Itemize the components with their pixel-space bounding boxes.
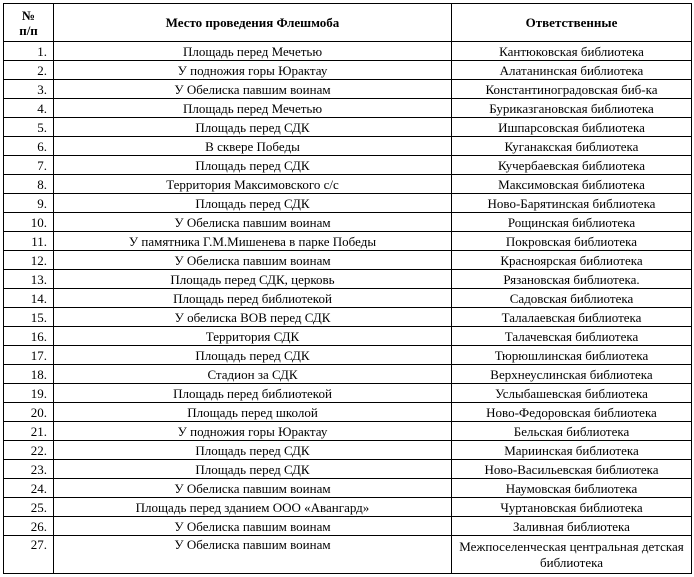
table-row bbox=[4, 137, 692, 156]
row-number-cell: 17. bbox=[4, 346, 54, 365]
row-number-cell: 15. bbox=[4, 308, 54, 327]
place-cell: Стадион за СДК bbox=[54, 365, 452, 384]
responsible-cell: Константиноградовская биб-ка bbox=[452, 80, 692, 99]
table-row bbox=[4, 213, 692, 232]
table-row bbox=[4, 175, 692, 194]
place-cell: Территория Максимовского с/с bbox=[54, 175, 452, 194]
row-number-cell: 12. bbox=[4, 251, 54, 270]
responsible-cell: Покровская библиотека bbox=[452, 232, 692, 251]
place-cell: Площадь перед СДК bbox=[54, 441, 452, 460]
responsible-cell: Ново-Федоровская библиотека bbox=[452, 403, 692, 422]
responsible-cell: Максимовская библиотека bbox=[452, 175, 692, 194]
responsible-cell: Ишпарсовская библиотека bbox=[452, 118, 692, 137]
responsible-cell: Кучербаевская библиотека bbox=[452, 156, 692, 175]
place-cell: Площадь перед СДК, церковь bbox=[54, 270, 452, 289]
place-cell: У обелиска ВОВ перед СДК bbox=[54, 308, 452, 327]
place-cell: Площадь перед СДК bbox=[54, 346, 452, 365]
responsible-cell: Ново-Барятинская библиотека bbox=[452, 194, 692, 213]
row-number-cell: 9. bbox=[4, 194, 54, 213]
place-cell: Площадь перед библиотекой bbox=[54, 384, 452, 403]
responsible-cell: Мариинская библиотека bbox=[452, 441, 692, 460]
responsible-cell: Садовская библиотека bbox=[452, 289, 692, 308]
place-cell: У памятника Г.М.Мишенева в парке Победы bbox=[54, 232, 452, 251]
row-number-cell: 3. bbox=[4, 80, 54, 99]
table-row bbox=[4, 441, 692, 460]
responsible-cell: Услыбашевская библиотека bbox=[452, 384, 692, 403]
row-number-cell: 10. bbox=[4, 213, 54, 232]
row-number-cell: 21. bbox=[4, 422, 54, 441]
place-cell: У подножия горы Юрактау bbox=[54, 422, 452, 441]
header-place: Место проведения Флешмоба bbox=[54, 4, 452, 42]
table-row bbox=[4, 479, 692, 498]
row-number-cell: 22. bbox=[4, 441, 54, 460]
row-number-cell: 1. bbox=[4, 42, 54, 61]
place-cell: Площадь перед зданием ООО «Авангард» bbox=[54, 498, 452, 517]
responsible-cell: Талачевская библиотека bbox=[452, 327, 692, 346]
responsible-cell: Красноярская библиотека bbox=[452, 251, 692, 270]
table-row bbox=[4, 384, 692, 403]
row-number-cell: 20. bbox=[4, 403, 54, 422]
place-cell: У Обелиска павшим воинам bbox=[54, 517, 452, 536]
responsible-cell: Верхнеуслинская библиотека bbox=[452, 365, 692, 384]
table-row bbox=[4, 194, 692, 213]
place-cell: Площадь перед СДК bbox=[54, 118, 452, 137]
row-number-cell: 26. bbox=[4, 517, 54, 536]
responsible-cell: Алатанинская библиотека bbox=[452, 61, 692, 80]
responsible-cell: Талалаевская библиотека bbox=[452, 308, 692, 327]
place-cell: Площадь перед библиотекой bbox=[54, 289, 452, 308]
responsible-cell: Межпоселенческая центральная детская библиотека bbox=[452, 536, 692, 574]
row-number-cell: 5. bbox=[4, 118, 54, 137]
row-number-cell: 6. bbox=[4, 137, 54, 156]
table-header-row bbox=[4, 4, 692, 42]
table-row bbox=[4, 498, 692, 517]
row-number-cell: 14. bbox=[4, 289, 54, 308]
responsible-cell: Рязановская библиотека. bbox=[452, 270, 692, 289]
row-number-cell: 2. bbox=[4, 61, 54, 80]
header-number-line1: № bbox=[21, 7, 36, 23]
place-cell: В сквере Победы bbox=[54, 137, 452, 156]
place-cell: Площадь перед СДК bbox=[54, 156, 452, 175]
table-row bbox=[4, 308, 692, 327]
table-row bbox=[4, 251, 692, 270]
table-row bbox=[4, 118, 692, 137]
table-row bbox=[4, 61, 692, 80]
table-row bbox=[4, 422, 692, 441]
place-cell: Площадь перед СДК bbox=[54, 460, 452, 479]
table-row bbox=[4, 156, 692, 175]
responsible-cell: Кантюковская библиотека bbox=[452, 42, 692, 61]
header-number bbox=[4, 4, 54, 42]
place-cell: Площадь перед Мечетью bbox=[54, 99, 452, 118]
row-number-cell: 7. bbox=[4, 156, 54, 175]
row-number-cell: 27. bbox=[4, 536, 54, 574]
place-cell: У Обелиска павшим воинам bbox=[54, 536, 452, 574]
place-cell: Площадь перед школой bbox=[54, 403, 452, 422]
table-row bbox=[4, 80, 692, 99]
row-number-cell: 24. bbox=[4, 479, 54, 498]
row-number-cell: 19. bbox=[4, 384, 54, 403]
responsible-cell: Тюрюшлинская библиотека bbox=[452, 346, 692, 365]
row-number-cell: 16. bbox=[4, 327, 54, 346]
row-number-cell: 13. bbox=[4, 270, 54, 289]
row-number-cell: 11. bbox=[4, 232, 54, 251]
table-row bbox=[4, 536, 692, 574]
table-row bbox=[4, 517, 692, 536]
table-row bbox=[4, 289, 692, 308]
table-row bbox=[4, 99, 692, 118]
place-cell: Территория СДК bbox=[54, 327, 452, 346]
responsible-cell: Чуртановская библиотека bbox=[452, 498, 692, 517]
responsible-cell: Ново-Васильевская библиотека bbox=[452, 460, 692, 479]
header-responsible: Ответственные bbox=[452, 4, 692, 42]
table-row bbox=[4, 270, 692, 289]
row-number-cell: 4. bbox=[4, 99, 54, 118]
table-row bbox=[4, 346, 692, 365]
place-cell: У подножия горы Юрактау bbox=[54, 61, 452, 80]
table-row bbox=[4, 365, 692, 384]
place-cell: Площадь перед СДК bbox=[54, 194, 452, 213]
table-body bbox=[4, 42, 692, 574]
table-row bbox=[4, 232, 692, 251]
row-number-cell: 25. bbox=[4, 498, 54, 517]
responsible-cell: Куганакская библиотека bbox=[452, 137, 692, 156]
row-number-cell: 18. bbox=[4, 365, 54, 384]
row-number-cell: 8. bbox=[4, 175, 54, 194]
responsible-cell: Заливная библиотека bbox=[452, 517, 692, 536]
responsible-cell: Буриказгановская библиотека bbox=[452, 99, 692, 118]
row-number-cell: 23. bbox=[4, 460, 54, 479]
place-cell: У Обелиска павшим воинам bbox=[54, 80, 452, 99]
table-row bbox=[4, 403, 692, 422]
header-number-line2: п/п bbox=[19, 22, 38, 38]
place-cell: У Обелиска павшим воинам bbox=[54, 251, 452, 270]
flashmob-locations-table bbox=[3, 3, 692, 574]
place-cell: У Обелиска павшим воинам bbox=[54, 479, 452, 498]
responsible-cell: Наумовская библиотека bbox=[452, 479, 692, 498]
table-row bbox=[4, 327, 692, 346]
table-row bbox=[4, 460, 692, 479]
table-row bbox=[4, 42, 692, 61]
place-cell: Площадь перед Мечетью bbox=[54, 42, 452, 61]
place-cell: У Обелиска павшим воинам bbox=[54, 213, 452, 232]
responsible-cell: Бельская библиотека bbox=[452, 422, 692, 441]
responsible-cell: Рощинская библиотека bbox=[452, 213, 692, 232]
